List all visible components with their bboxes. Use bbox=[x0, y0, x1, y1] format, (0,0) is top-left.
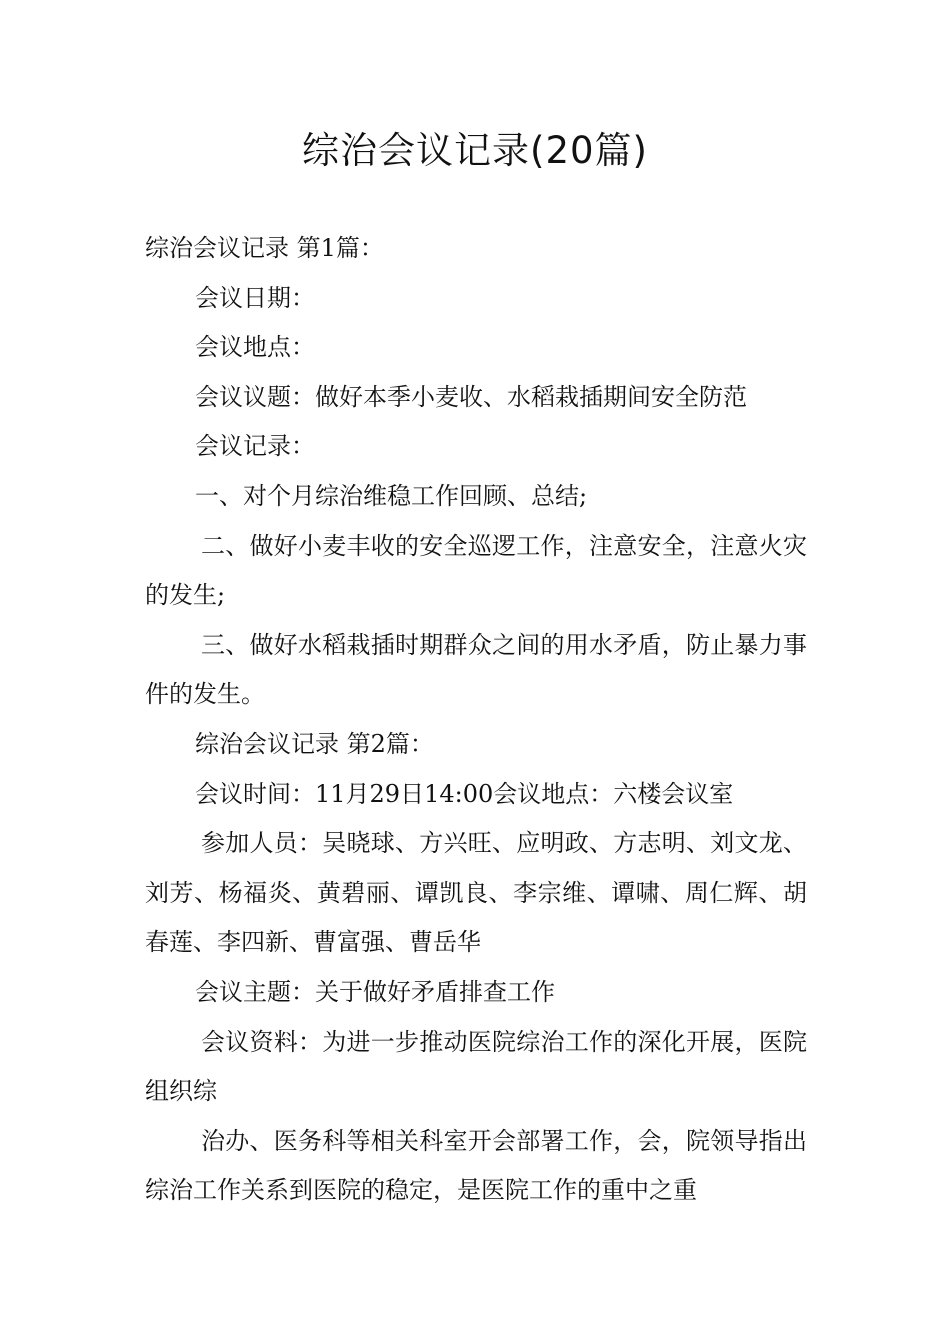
record-item-1: 一、对个月综治维稳工作回顾、总结; bbox=[195, 481, 588, 510]
meeting-topic: 会议议题：做好本季小麦收、水稻栽插期间安全防范 bbox=[195, 382, 747, 411]
document-title: 综治会议记录(20篇) bbox=[302, 129, 648, 172]
attendees: 参加人员：吴晓球、方兴旺、应明政、方志明、刘文龙、刘芳、杨福炎、黄碧丽、谭凯良、李宗维、谭啸、周仁辉、胡春莲、李四新、曹富强、曹岳华 bbox=[145, 829, 807, 957]
meeting-theme: 会议主题：关于做好矛盾排查工作 bbox=[195, 977, 555, 1006]
document-body bbox=[145, 224, 807, 1216]
meeting-time-location: 会议时间：11月29日14:00会议地点：六楼会议室 bbox=[195, 779, 734, 808]
section-heading-1: 综治会议记录 第1篇： bbox=[145, 234, 384, 262]
meeting-date: 会议日期： bbox=[195, 283, 315, 312]
meeting-materials: 会议资料：为进一步推动医院综治工作的深化开展，医院组织综 bbox=[145, 1027, 807, 1106]
record-item-3: 三、做好水稻栽插时期群众之间的用水矛盾，防止暴力事件的发生。 bbox=[145, 630, 807, 709]
record-item-2: 二、做好小麦丰收的安全巡逻工作，注意安全，注意火灾的发生; bbox=[145, 531, 807, 610]
section-heading-2: 综治会议记录 第2篇： bbox=[195, 729, 434, 758]
meeting-materials-continued: 治办、医务科等相关科室开会部署工作，会，院领导指出综治工作关系到医院的稳定，是医院工作的重中之重 bbox=[145, 1126, 807, 1205]
meeting-record-label: 会议记录： bbox=[195, 432, 315, 461]
meeting-location: 会议地点： bbox=[195, 333, 315, 362]
